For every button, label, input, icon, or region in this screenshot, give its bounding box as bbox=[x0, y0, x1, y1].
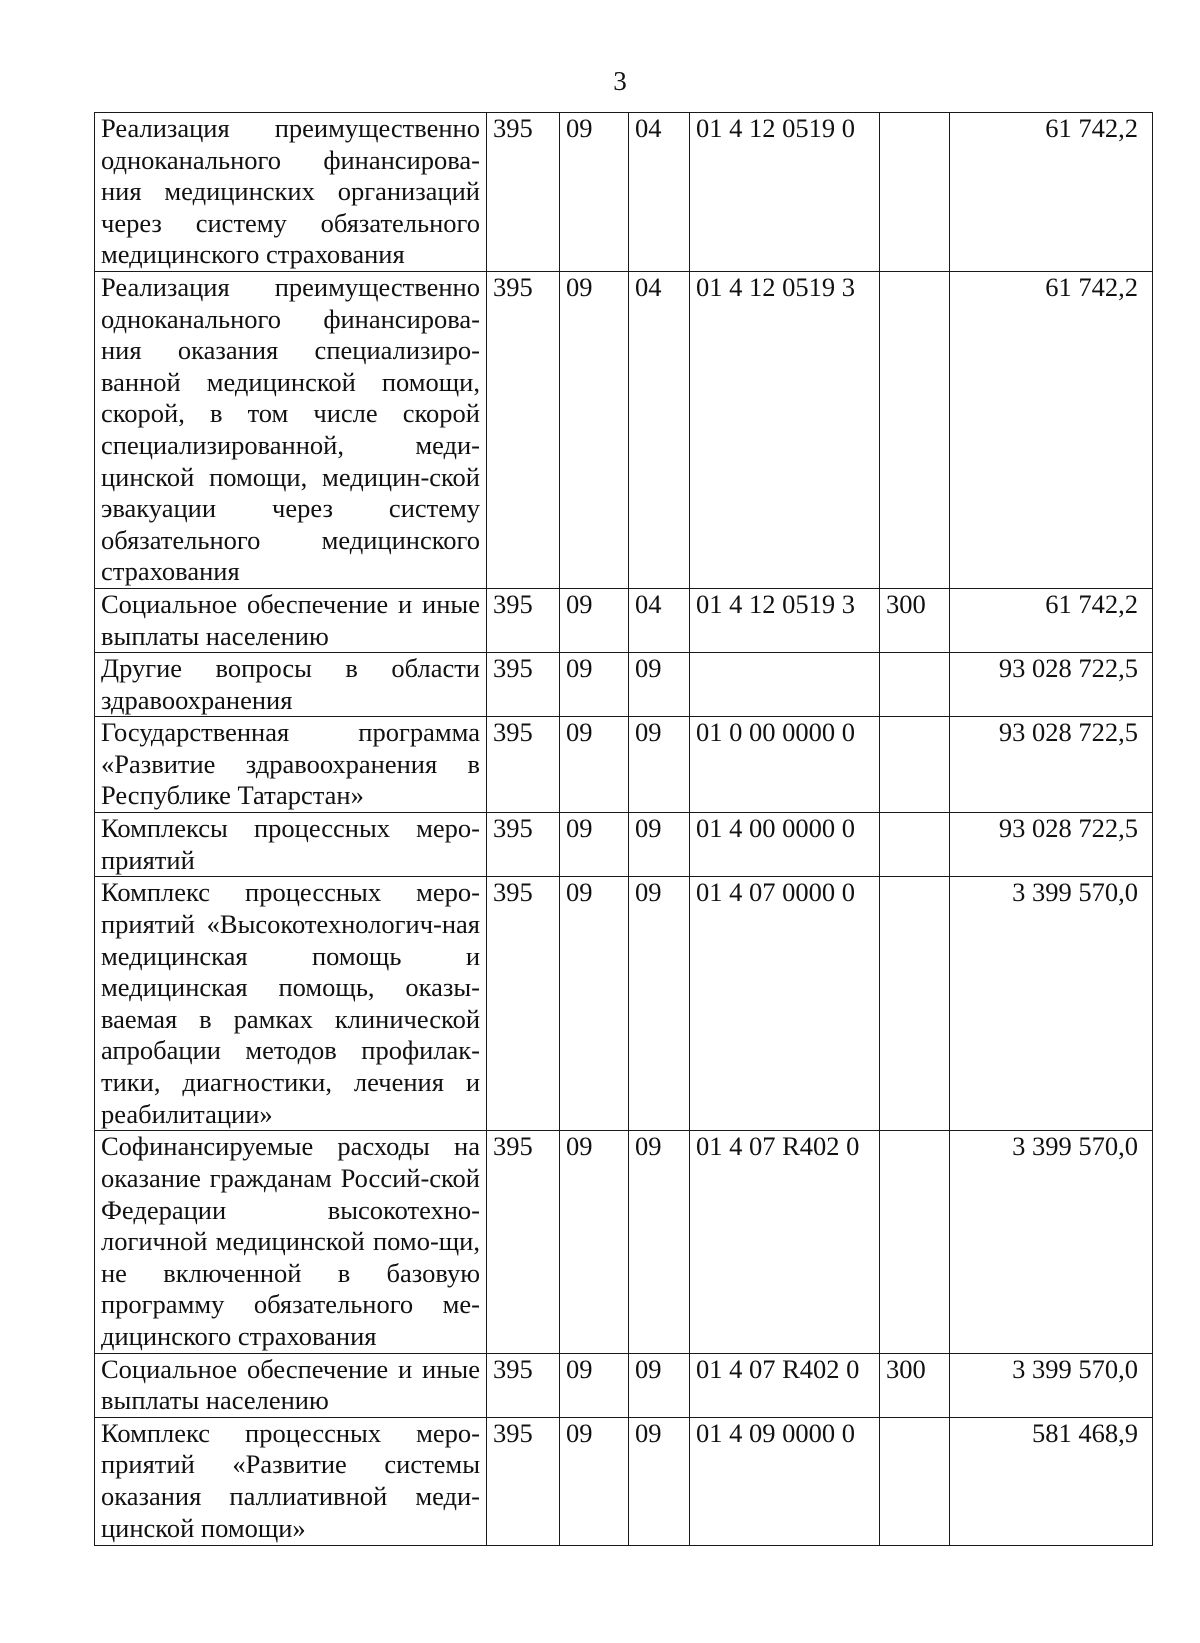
target-article-cell bbox=[690, 653, 880, 717]
amount-cell: 93 028 722,5 bbox=[950, 813, 1153, 877]
subsection-code-cell: 09 bbox=[629, 1131, 690, 1353]
table-body bbox=[95, 113, 1153, 1546]
target-article-cell: 01 4 00 0000 0 bbox=[690, 813, 880, 877]
ministry-code-cell: 395 bbox=[487, 1417, 560, 1545]
subsection-code-cell: 09 bbox=[629, 877, 690, 1131]
row-name-cell: Реализация преимущественно одноканального финансирова-ния оказания специализиро-ванной медицинской помощи, скорой, в том числе скорой специализированной, меди-цинской помощи, медицин-ской эвакуации через систему обязательного медицинского страхования bbox=[95, 271, 487, 588]
ministry-code-cell: 395 bbox=[487, 813, 560, 877]
table-row bbox=[95, 1417, 1153, 1545]
ministry-code-cell: 395 bbox=[487, 588, 560, 652]
ministry-code-cell: 395 bbox=[487, 1353, 560, 1417]
table-row bbox=[95, 113, 1153, 272]
table-row bbox=[95, 813, 1153, 877]
expense-type-cell bbox=[880, 113, 950, 272]
row-name-cell: Государственная программа «Развитие здравоохранения в Республике Татарстан» bbox=[95, 717, 487, 813]
budget-table bbox=[94, 112, 1153, 1546]
amount-cell: 61 742,2 bbox=[950, 113, 1153, 272]
row-name-cell: Реализация преимущественно одноканального финансирова-ния медицинских организаций через систему обязательного медицинского страхования bbox=[95, 113, 487, 272]
row-name-cell: Комплексы процессных меро-приятий bbox=[95, 813, 487, 877]
table-row bbox=[95, 1353, 1153, 1417]
target-article-cell: 01 4 12 0519 3 bbox=[690, 588, 880, 652]
section-code-cell: 09 bbox=[560, 271, 629, 588]
section-code-cell: 09 bbox=[560, 717, 629, 813]
expense-type-cell bbox=[880, 1417, 950, 1545]
section-code-cell: 09 bbox=[560, 1417, 629, 1545]
ministry-code-cell: 395 bbox=[487, 653, 560, 717]
subsection-code-cell: 09 bbox=[629, 1417, 690, 1545]
subsection-code-cell: 04 bbox=[629, 113, 690, 272]
subsection-code-cell: 09 bbox=[629, 653, 690, 717]
expense-type-cell bbox=[880, 717, 950, 813]
table-row bbox=[95, 877, 1153, 1131]
amount-cell: 93 028 722,5 bbox=[950, 717, 1153, 813]
row-name-cell: Социальное обеспечение и иные выплаты населению bbox=[95, 1353, 487, 1417]
target-article-cell: 01 4 12 0519 0 bbox=[690, 113, 880, 272]
target-article-cell: 01 4 07 0000 0 bbox=[690, 877, 880, 1131]
table-row bbox=[95, 588, 1153, 652]
ministry-code-cell: 395 bbox=[487, 717, 560, 813]
subsection-code-cell: 04 bbox=[629, 271, 690, 588]
target-article-cell: 01 4 12 0519 3 bbox=[690, 271, 880, 588]
table-row bbox=[95, 271, 1153, 588]
section-code-cell: 09 bbox=[560, 1353, 629, 1417]
amount-cell: 3 399 570,0 bbox=[950, 1353, 1153, 1417]
subsection-code-cell: 09 bbox=[629, 1353, 690, 1417]
amount-cell: 61 742,2 bbox=[950, 588, 1153, 652]
expense-type-cell bbox=[880, 1131, 950, 1353]
expense-type-cell bbox=[880, 877, 950, 1131]
amount-cell: 581 468,9 bbox=[950, 1417, 1153, 1545]
target-article-cell: 01 0 00 0000 0 bbox=[690, 717, 880, 813]
row-name-cell: Социальное обеспечение и иные выплаты населению bbox=[95, 588, 487, 652]
target-article-cell: 01 4 09 0000 0 bbox=[690, 1417, 880, 1545]
amount-cell: 61 742,2 bbox=[950, 271, 1153, 588]
section-code-cell: 09 bbox=[560, 813, 629, 877]
table-row bbox=[95, 717, 1153, 813]
row-name-cell: Комплекс процессных меро-приятий «Развитие системы оказания паллиативной меди-цинской помощи» bbox=[95, 1417, 487, 1545]
expense-type-cell bbox=[880, 271, 950, 588]
section-code-cell: 09 bbox=[560, 1131, 629, 1353]
section-code-cell: 09 bbox=[560, 653, 629, 717]
target-article-cell: 01 4 07 R402 0 bbox=[690, 1131, 880, 1353]
ministry-code-cell: 395 bbox=[487, 1131, 560, 1353]
expense-type-cell: 300 bbox=[880, 1353, 950, 1417]
ministry-code-cell: 395 bbox=[487, 271, 560, 588]
amount-cell: 93 028 722,5 bbox=[950, 653, 1153, 717]
table-row bbox=[95, 1131, 1153, 1353]
expense-type-cell bbox=[880, 813, 950, 877]
row-name-cell: Комплекс процессных меро-приятий «Высокотехнологич-ная медицинская помощь и медицинская помощь, оказы-ваемая в рамках клинической апробации методов профилак-тики, диагностики, лечения и реабилитации» bbox=[95, 877, 487, 1131]
table-row bbox=[95, 653, 1153, 717]
row-name-cell: Другие вопросы в области здравоохранения bbox=[95, 653, 487, 717]
amount-cell: 3 399 570,0 bbox=[950, 877, 1153, 1131]
ministry-code-cell: 395 bbox=[487, 877, 560, 1131]
page-number: 3 bbox=[613, 66, 627, 96]
subsection-code-cell: 04 bbox=[629, 588, 690, 652]
expense-type-cell bbox=[880, 653, 950, 717]
amount-cell: 3 399 570,0 bbox=[950, 1131, 1153, 1353]
ministry-code-cell: 395 bbox=[487, 113, 560, 272]
target-article-cell: 01 4 07 R402 0 bbox=[690, 1353, 880, 1417]
section-code-cell: 09 bbox=[560, 877, 629, 1131]
subsection-code-cell: 09 bbox=[629, 717, 690, 813]
section-code-cell: 09 bbox=[560, 588, 629, 652]
section-code-cell: 09 bbox=[560, 113, 629, 272]
subsection-code-cell: 09 bbox=[629, 813, 690, 877]
expense-type-cell: 300 bbox=[880, 588, 950, 652]
row-name-cell: Софинансируемые расходы на оказание гражданам Россий-ской Федерации высокотехно-логичной медицинской помо-щи, не включенной в базовую программу обязательного ме-дицинского страхования bbox=[95, 1131, 487, 1353]
